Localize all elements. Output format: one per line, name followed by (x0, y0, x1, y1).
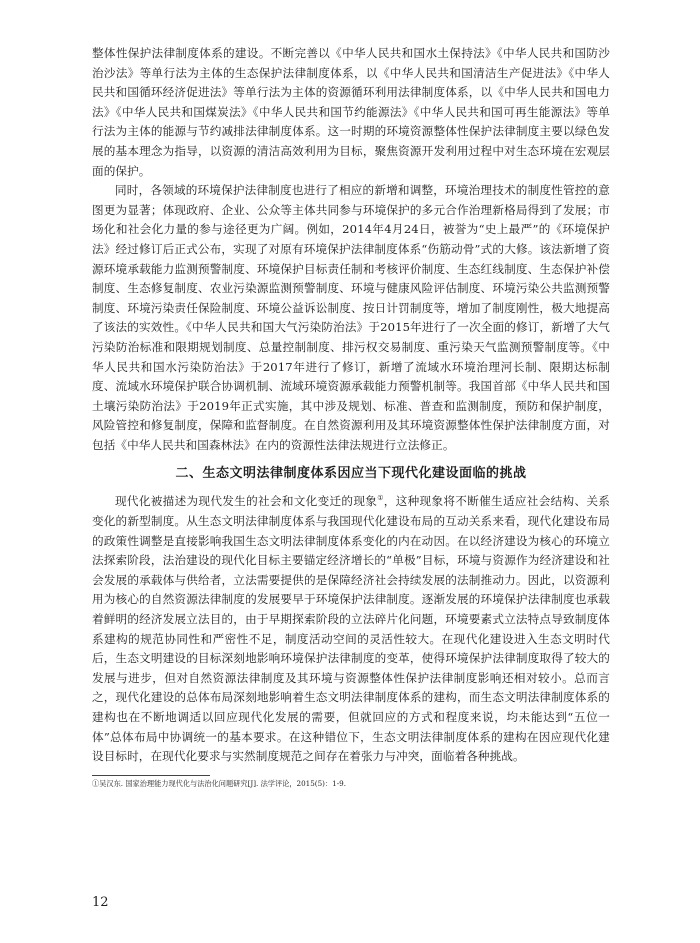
page-body (92, 44, 610, 790)
footnote-marker: ① (377, 494, 384, 503)
page-number: 12 (92, 895, 109, 910)
footnote: ①吴汉东. 国家治理能力现代化与法治化问题研究[J]. 法学评论，2015(5)：1-9. (92, 778, 347, 788)
paragraph-3-part-2: ，这种现象将不断催生适应社会结构、关系变化的新型制度。从生态文明法律制度体系与我国现代化建设布局的互动关系来看，现代化建设布局的政策性调整是直接影响我国生态文明法律制度体系变化的内在动因。在以经济建设为核心的环境立法探索阶段，法治建设的现代化目标主要锚定经济增长的“单极”目标，环境与资源作为经济建设和社会发展的承载体与供给者，立法需要提供的是保障经济社会持续发展的法制推动力。因此，以资源利用为核心的自然资源法律制度的发展要早于环境保护法律制度。逐渐发展的环境保护法律制度也承载着鲜明的经济发展立法目的，由于早期探索阶段的立法碎片化问题，环境要素式立法特点导致制度体系建构的规范协同性和严密性不足，制度活动空间的灵活性较大。在现代化建设进入生态文明时代后，生态文明建设的目标深刻地影响环境保护法律制度的变革，使得环境保护法律制度取得了较大的发展与进步，但对自然资源法律制度及其环境与资源整体性保护法律制度影响还相对较小。总而言之，现代化建设的总体布局深刻地影响着生态文明法律制度体系的建构，而生态文明法律制度体系的建构也在不断地调适以回应现代化发展的需要，但就回应的方式和程度来说，均未能达到“五位一体”总体布局中协调统一的基本要求。在这种错位下，生态文明法律制度体系的建构在因应现代化建设目标时，在现代化要求与实然制度规范之间存在着张力与冲突，面临着各种挑战。 (92, 494, 610, 764)
paragraph-3-part-1: 现代化被描述为现代发生的社会和文化变迁的现象 (115, 494, 378, 509)
paragraph-2: 同时，各领域的环境保护法律制度也进行了相应的新增和调整，环境治理技术的制度性管控的意图更为显著；体现政府、企业、公众等主体共同参与环境保护的多元合作治理新格局得到了发展；市场化和社会化力量的参与途径更为广阔。例如，2014年4月24日，被誉为“史上最严”的《环境保护法》经过修订后正式公布，实现了对原有环境保护法律制度体系“伤筋动骨”式的大修。该法新增了资源环境承载能力监测预警制度、环境保护目标责任制和考核评价制度、生态红线制度、生态保护补偿制度、生态修复制度、农业污染源监测预警制度、环境与健康风险评估制度、环境污染公共监测预警制度、环境污染责任保险制度、环境公益诉讼制度、按日计罚制度等，增加了制度刚性，极大地提高了该法的实效性。《中华人民共和国大气污染防治法》于2015年进行了一次全面的修订，新增了大气污染防治标准和限期规划制度、总量控制制度、排污权交易制度、重污染天气监测预警制度等。《中华人民共和国水污染防治法》于2017年进行了修订，新增了流域水环境治理河长制、限期达标制度、流域水环境保护联合协调机制、流域环境资源承载能力预警机制等。我国首部《中华人民共和国土壤污染防治法》于2019年正式实施，其中涉及规划、标准、普查和监测制度，预防和保护制度，风险管控和修复制度，保障和监督制度。在自然资源利用及其环境资源整体性保护法律制度方面，对包括《中华人民共和国森林法》在内的资源性法律法规进行立法修正。 (92, 183, 610, 452)
paragraph-1: 整体性保护法律制度体系的建设。不断完善以《中华人民共和国水土保持法》《中华人民共和国防沙治沙法》等单行法为主体的生态保护法律制度体系，以《中华人民共和国清洁生产促进法》《中华人民共和国循环经济促进法》等单行法为主体的资源循环利用法律制度体系，以《中华人民共和国电力法》《中华人民共和国煤炭法》《中华人民共和国节约能源法》《中华人民共和国可再生能源法》等单行法为主体的能源与节约减排法律制度体系。这一时期的环境资源整体性保护法律制度主要以绿色发展的基本理念为指导，以资源的清洁高效利用为目标，聚焦资源开发利用过程中对生态环境在宏观层面的保护。 (92, 46, 610, 178)
paragraph-3 (92, 492, 610, 766)
section-heading: 二、生态文明法律制度体系因应当下现代化建设面临的挑战 (175, 466, 527, 482)
footnote-divider (92, 775, 210, 776)
